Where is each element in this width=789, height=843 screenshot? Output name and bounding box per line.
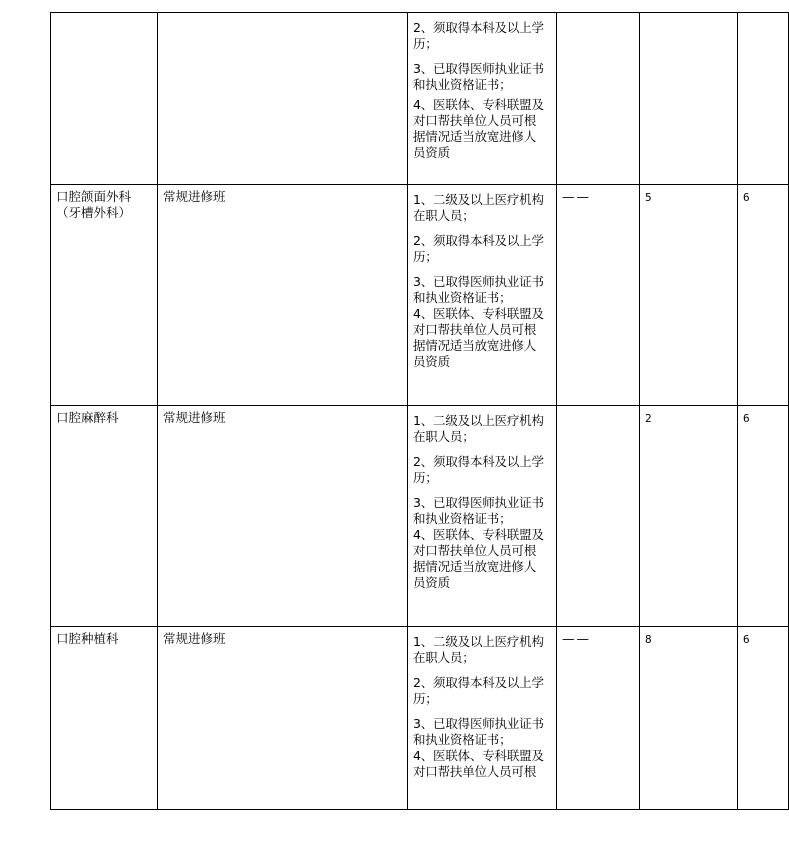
class-type-label: 常规进修班 [163, 189, 226, 204]
requirement-line: 据情况适当放宽进修人 [413, 559, 537, 574]
requirement-line: 1、二级及以上医疗机构 [413, 634, 544, 649]
requirement-line: 3、已取得医师执业证书 [413, 61, 544, 76]
months-cell [738, 13, 789, 185]
requirement-line: 对口帮扶单位人员可根 [413, 113, 537, 128]
requirement-line: 2、须取得本科及以上学 [413, 675, 544, 690]
months-cell [738, 627, 789, 810]
requirement-line: 员资质 [413, 354, 450, 369]
requirement-line: 据情况适当放宽进修人 [413, 338, 537, 353]
department-name: 口腔种植科 [56, 631, 119, 646]
quota-value: 2 [645, 412, 652, 425]
table-row [51, 406, 789, 627]
class-type-label: 常规进修班 [163, 631, 226, 646]
requirement-line: 3、已取得医师执业证书 [413, 274, 544, 289]
department-cell [51, 13, 158, 185]
duration-cell [557, 185, 640, 406]
duration-value: —— [562, 189, 591, 204]
requirement-line: 2、须取得本科及以上学 [413, 233, 544, 248]
duration-cell [557, 627, 640, 810]
quota-value: 5 [645, 191, 652, 204]
requirement-line: 在职人员； [413, 208, 475, 223]
quota-cell [640, 13, 738, 185]
months-value: 6 [743, 633, 750, 646]
department-name: 口腔颌面外科 [56, 189, 132, 204]
class-type-cell [158, 13, 408, 185]
months-cell [738, 406, 789, 627]
requirement-line: 历； [413, 249, 438, 264]
requirement-line: 3、已取得医师执业证书 [413, 495, 544, 510]
class-type-cell [158, 627, 408, 810]
requirement-line: 2、须取得本科及以上学 [413, 454, 544, 469]
requirement-line: 员资质 [413, 575, 450, 590]
requirement-line: 4、医联体、专科联盟及 [413, 306, 544, 321]
requirement-line: 据情况适当放宽进修人 [413, 129, 537, 144]
requirement-line: 员资质 [413, 145, 450, 160]
duration-cell [557, 13, 640, 185]
months-cell [738, 185, 789, 406]
table-row [51, 13, 789, 185]
requirement-line: 和执业资格证书； [413, 732, 512, 747]
requirement-line: 对口帮扶单位人员可根 [413, 322, 537, 337]
requirement-line: 在职人员； [413, 429, 475, 444]
requirement-line: 历； [413, 36, 438, 51]
requirement-line: 4、医联体、专科联盟及 [413, 527, 544, 542]
requirement-line: 历； [413, 470, 438, 485]
class-type-label: 常规进修班 [163, 410, 226, 425]
requirements-cell [408, 185, 557, 406]
quota-cell [640, 627, 738, 810]
class-type-cell [158, 185, 408, 406]
requirement-line: 2、须取得本科及以上学 [413, 20, 544, 35]
requirement-line: 4、医联体、专科联盟及 [413, 748, 544, 763]
quota-value: 8 [645, 633, 652, 646]
table-row [51, 185, 789, 406]
requirements-cell [408, 627, 557, 810]
quota-cell [640, 406, 738, 627]
requirement-line: 对口帮扶单位人员可根 [413, 543, 537, 558]
requirement-line: 1、二级及以上医疗机构 [413, 413, 544, 428]
requirement-line: 4、医联体、专科联盟及 [413, 97, 544, 112]
requirements-cell [408, 13, 557, 185]
department-subname: （牙槽外科） [56, 205, 132, 220]
requirement-line: 对口帮扶单位人员可根 [413, 764, 537, 779]
enrollment-table [50, 12, 789, 810]
quota-cell [640, 185, 738, 406]
requirement-line: 在职人员； [413, 650, 475, 665]
requirement-line: 3、已取得医师执业证书 [413, 716, 544, 731]
class-type-cell [158, 406, 408, 627]
requirement-line: 和执业资格证书； [413, 77, 512, 92]
duration-cell [557, 406, 640, 627]
requirement-line: 历； [413, 691, 438, 706]
department-cell [51, 627, 158, 810]
duration-value: —— [562, 631, 591, 646]
table-row [51, 627, 789, 810]
months-value: 6 [743, 191, 750, 204]
requirement-line: 和执业资格证书； [413, 511, 512, 526]
department-cell [51, 185, 158, 406]
requirements-cell [408, 406, 557, 627]
requirement-line: 和执业资格证书； [413, 290, 512, 305]
department-name: 口腔麻醉科 [56, 410, 119, 425]
requirement-line: 1、二级及以上医疗机构 [413, 192, 544, 207]
months-value: 6 [743, 412, 750, 425]
department-cell [51, 406, 158, 627]
